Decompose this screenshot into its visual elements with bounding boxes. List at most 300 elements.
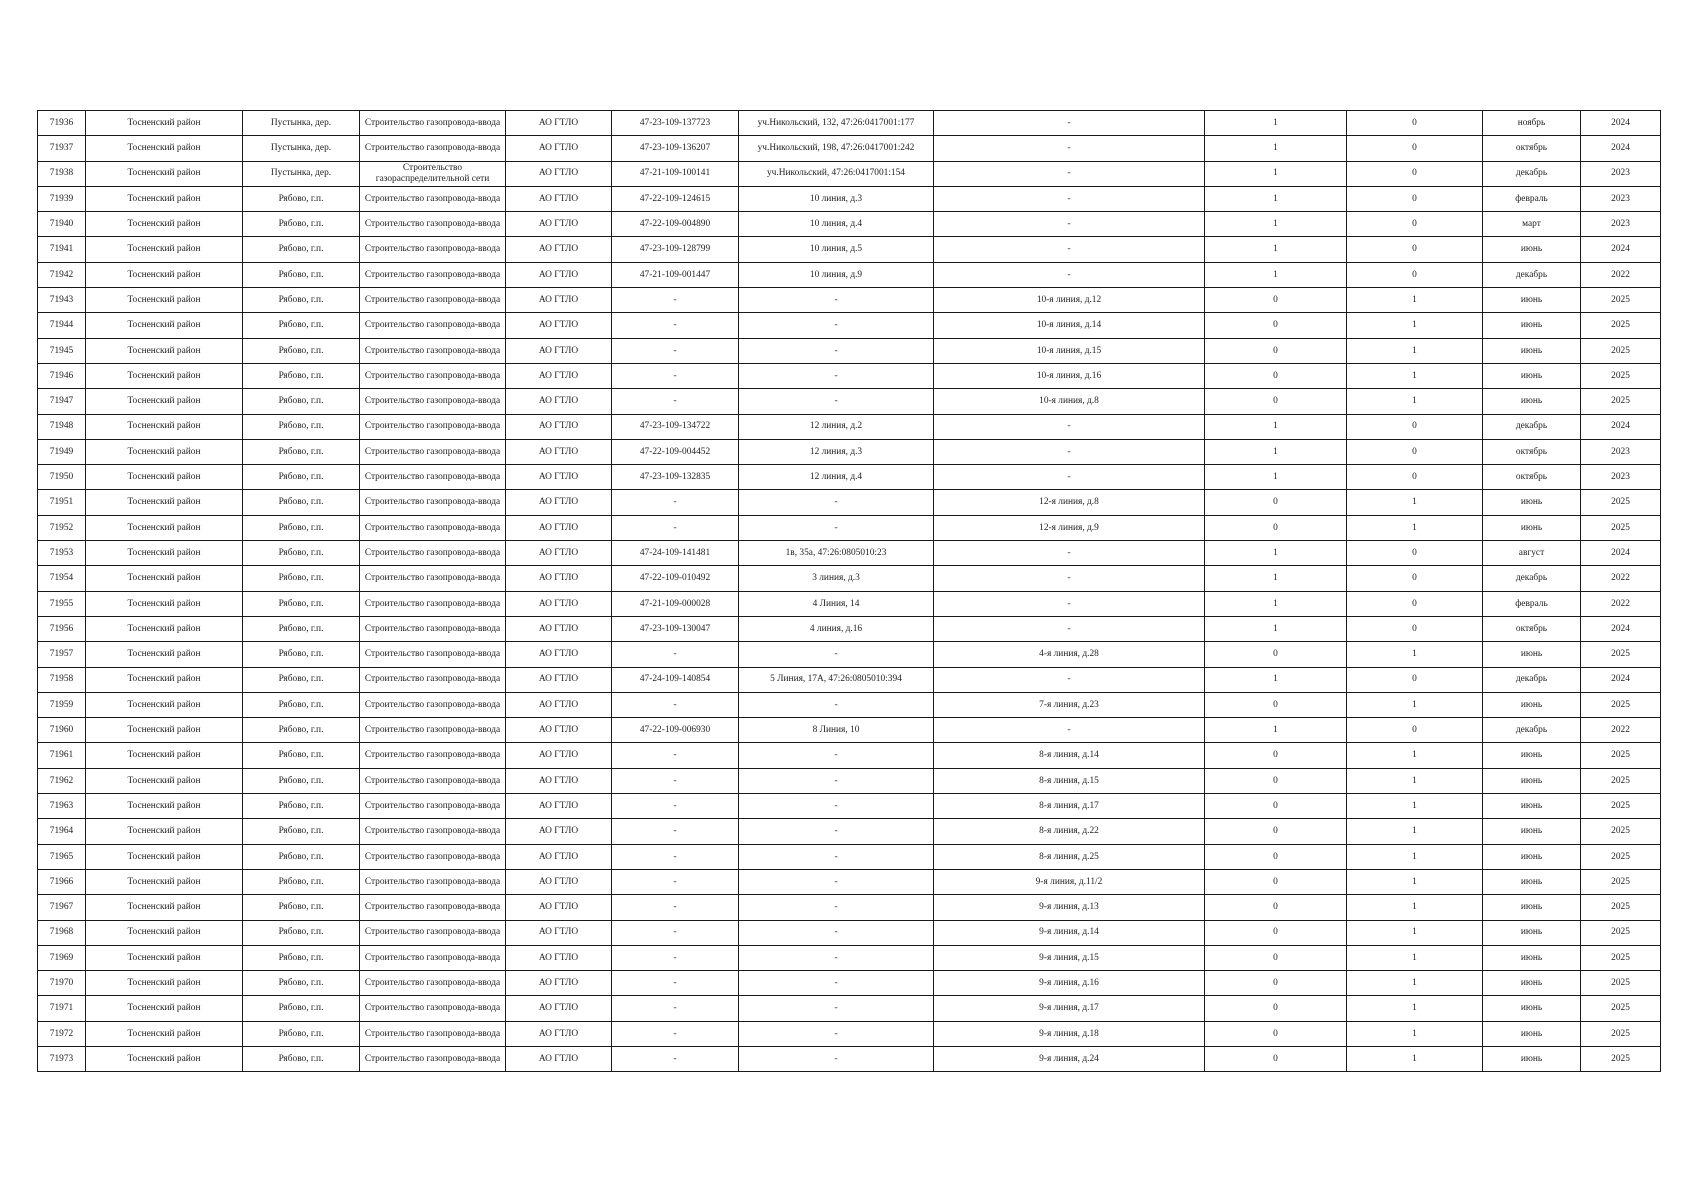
cell-month: февраль [1483,591,1581,616]
cell-row-id: 71949 [38,439,86,464]
cell-month: июнь [1483,389,1581,414]
cell-address: - [739,869,934,894]
table-row [38,541,1661,566]
cell-application-number: - [612,1046,739,1071]
cell-work-type: Строительство газопровода-ввода [360,692,506,717]
cell-settlement: Рябово, г.п. [243,869,360,894]
cell-planned-address: 9-я линия, д.16 [934,971,1205,996]
cell-planned-address: - [934,237,1205,262]
cell-district: Тосненский район [86,794,243,819]
cell-work-type: Строительство газопровода-ввода [360,743,506,768]
data-table [37,110,1661,1072]
cell-flag-a: 0 [1205,768,1347,793]
cell-work-type: Строительство газопровода-ввода [360,541,506,566]
cell-organization: АО ГТЛО [506,566,612,591]
cell-flag-a: 0 [1205,692,1347,717]
cell-work-type: Строительство газопровода-ввода [360,895,506,920]
cell-year: 2023 [1581,186,1661,211]
cell-flag-b: 0 [1347,566,1483,591]
cell-settlement: Рябово, г.п. [243,490,360,515]
cell-year: 2022 [1581,718,1661,743]
cell-month: август [1483,541,1581,566]
cell-month: октябрь [1483,136,1581,161]
cell-row-id: 71955 [38,591,86,616]
cell-work-type: Строительство газопровода-ввода [360,869,506,894]
cell-settlement: Рябово, г.п. [243,718,360,743]
cell-application-number: 47-21-109-001447 [612,262,739,287]
cell-district: Тосненский район [86,313,243,338]
cell-flag-a: 0 [1205,1046,1347,1071]
cell-settlement: Рябово, г.п. [243,237,360,262]
cell-organization: АО ГТЛО [506,768,612,793]
cell-flag-a: 1 [1205,262,1347,287]
cell-flag-b: 1 [1347,313,1483,338]
cell-flag-a: 0 [1205,743,1347,768]
cell-district: Тосненский район [86,642,243,667]
cell-year: 2025 [1581,971,1661,996]
cell-flag-b: 1 [1347,1046,1483,1071]
cell-organization: АО ГТЛО [506,616,612,641]
cell-district: Тосненский район [86,768,243,793]
cell-flag-b: 0 [1347,237,1483,262]
cell-flag-a: 0 [1205,996,1347,1021]
cell-planned-address: 9-я линия, д.11/2 [934,869,1205,894]
cell-year: 2025 [1581,819,1661,844]
cell-month: декабрь [1483,566,1581,591]
cell-flag-b: 1 [1347,389,1483,414]
cell-flag-b: 0 [1347,161,1483,186]
cell-district: Тосненский район [86,515,243,540]
cell-month: декабрь [1483,718,1581,743]
cell-address: - [739,920,934,945]
cell-flag-a: 1 [1205,136,1347,161]
cell-year: 2025 [1581,313,1661,338]
cell-application-number: - [612,869,739,894]
table-row [38,844,1661,869]
cell-flag-b: 0 [1347,718,1483,743]
table-row [38,768,1661,793]
cell-application-number: - [612,363,739,388]
cell-row-id: 71941 [38,237,86,262]
cell-flag-a: 0 [1205,869,1347,894]
cell-row-id: 71946 [38,363,86,388]
cell-application-number: 47-24-109-141481 [612,541,739,566]
cell-flag-b: 0 [1347,136,1483,161]
cell-work-type: Строительство газопровода-ввода [360,389,506,414]
cell-planned-address: 10-я линия, д.8 [934,389,1205,414]
cell-work-type: Строительство газопровода-ввода [360,768,506,793]
cell-month: июнь [1483,819,1581,844]
cell-organization: АО ГТЛО [506,895,612,920]
cell-planned-address: 9-я линия, д.24 [934,1046,1205,1071]
cell-flag-a: 1 [1205,616,1347,641]
cell-settlement: Рябово, г.п. [243,186,360,211]
cell-district: Тосненский район [86,186,243,211]
cell-flag-b: 0 [1347,262,1483,287]
cell-address: - [739,389,934,414]
cell-flag-b: 0 [1347,616,1483,641]
cell-row-id: 71947 [38,389,86,414]
cell-work-type: Строительство газопровода-ввода [360,288,506,313]
cell-application-number: - [612,1021,739,1046]
cell-application-number: 47-21-109-100141 [612,161,739,186]
cell-organization: АО ГТЛО [506,515,612,540]
cell-flag-a: 0 [1205,794,1347,819]
cell-settlement: Рябово, г.п. [243,1021,360,1046]
cell-planned-address: 7-я линия, д.23 [934,692,1205,717]
cell-planned-address: - [934,414,1205,439]
cell-year: 2024 [1581,237,1661,262]
cell-year: 2023 [1581,439,1661,464]
cell-organization: АО ГТЛО [506,1021,612,1046]
cell-organization: АО ГТЛО [506,541,612,566]
cell-flag-a: 0 [1205,819,1347,844]
cell-flag-b: 1 [1347,692,1483,717]
table-row [38,642,1661,667]
table-row [38,389,1661,414]
cell-row-id: 71953 [38,541,86,566]
cell-work-type: Строительство газопровода-ввода [360,1021,506,1046]
cell-year: 2024 [1581,616,1661,641]
cell-district: Тосненский район [86,490,243,515]
cell-flag-a: 1 [1205,414,1347,439]
cell-flag-a: 0 [1205,895,1347,920]
cell-settlement: Пустынка, дер. [243,161,360,186]
cell-month: июнь [1483,288,1581,313]
cell-organization: АО ГТЛО [506,945,612,970]
table-row [38,1046,1661,1071]
cell-planned-address: 9-я линия, д.14 [934,920,1205,945]
cell-application-number: 47-23-109-136207 [612,136,739,161]
cell-flag-a: 0 [1205,971,1347,996]
cell-flag-a: 1 [1205,237,1347,262]
cell-address: - [739,1021,934,1046]
cell-organization: АО ГТЛО [506,363,612,388]
cell-flag-b: 1 [1347,338,1483,363]
cell-row-id: 71950 [38,465,86,490]
cell-settlement: Рябово, г.п. [243,920,360,945]
cell-month: июнь [1483,895,1581,920]
cell-organization: АО ГТЛО [506,819,612,844]
cell-planned-address: - [934,616,1205,641]
cell-planned-address: 8-я линия, д.17 [934,794,1205,819]
cell-month: декабрь [1483,161,1581,186]
cell-settlement: Рябово, г.п. [243,389,360,414]
cell-flag-b: 1 [1347,768,1483,793]
cell-row-id: 71967 [38,895,86,920]
cell-address: - [739,743,934,768]
cell-settlement: Пустынка, дер. [243,136,360,161]
cell-flag-a: 1 [1205,465,1347,490]
cell-address: - [739,490,934,515]
cell-district: Тосненский район [86,237,243,262]
cell-settlement: Рябово, г.п. [243,439,360,464]
cell-district: Тосненский район [86,212,243,237]
cell-work-type: Строительство газопровода-ввода [360,237,506,262]
cell-district: Тосненский район [86,718,243,743]
cell-month: июнь [1483,490,1581,515]
cell-row-id: 71936 [38,111,86,136]
cell-district: Тосненский район [86,338,243,363]
cell-application-number: 47-22-109-006930 [612,718,739,743]
cell-year: 2025 [1581,389,1661,414]
cell-organization: АО ГТЛО [506,439,612,464]
cell-planned-address: - [934,541,1205,566]
table-row [38,237,1661,262]
cell-row-id: 71944 [38,313,86,338]
cell-address: - [739,363,934,388]
table-row [38,313,1661,338]
cell-row-id: 71969 [38,945,86,970]
table-row [38,895,1661,920]
table-row [38,616,1661,641]
cell-flag-b: 1 [1347,819,1483,844]
cell-year: 2025 [1581,642,1661,667]
cell-settlement: Рябово, г.п. [243,288,360,313]
cell-planned-address: - [934,186,1205,211]
cell-address: 5 Линия, 17А, 47:26:0805010:394 [739,667,934,692]
table-row [38,794,1661,819]
cell-flag-a: 1 [1205,212,1347,237]
table-row [38,288,1661,313]
cell-row-id: 71964 [38,819,86,844]
cell-month: июнь [1483,237,1581,262]
cell-settlement: Рябово, г.п. [243,692,360,717]
cell-flag-b: 1 [1347,1021,1483,1046]
cell-work-type: Строительство газопровода-ввода [360,566,506,591]
cell-application-number: - [612,819,739,844]
cell-work-type: Строительство газопровода-ввода [360,971,506,996]
cell-application-number: - [612,743,739,768]
cell-planned-address: 9-я линия, д.17 [934,996,1205,1021]
cell-planned-address: - [934,439,1205,464]
cell-address: 10 линия, д.3 [739,186,934,211]
cell-planned-address: 10-я линия, д.14 [934,313,1205,338]
cell-address: 12 линия, д.3 [739,439,934,464]
cell-address: - [739,971,934,996]
cell-district: Тосненский район [86,136,243,161]
cell-flag-a: 1 [1205,591,1347,616]
cell-row-id: 71959 [38,692,86,717]
cell-planned-address: 10-я линия, д.16 [934,363,1205,388]
cell-work-type: Строительство газопровода-ввода [360,1046,506,1071]
cell-address: 10 линия, д.4 [739,212,934,237]
cell-flag-b: 1 [1347,363,1483,388]
cell-application-number: 47-22-109-010492 [612,566,739,591]
cell-row-id: 71945 [38,338,86,363]
cell-district: Тосненский район [86,541,243,566]
cell-row-id: 71971 [38,996,86,1021]
cell-settlement: Рябово, г.п. [243,1046,360,1071]
cell-organization: АО ГТЛО [506,1046,612,1071]
cell-work-type: Строительство газопровода-ввода [360,262,506,287]
cell-year: 2023 [1581,161,1661,186]
cell-month: июнь [1483,794,1581,819]
cell-settlement: Рябово, г.п. [243,945,360,970]
cell-flag-a: 0 [1205,1021,1347,1046]
cell-work-type: Строительство газопровода-ввода [360,313,506,338]
cell-planned-address: 9-я линия, д.13 [934,895,1205,920]
table-row [38,262,1661,287]
cell-application-number: - [612,389,739,414]
table-row [38,667,1661,692]
cell-row-id: 71961 [38,743,86,768]
cell-district: Тосненский район [86,616,243,641]
cell-month: июнь [1483,920,1581,945]
cell-row-id: 71965 [38,844,86,869]
cell-planned-address: 4-я линия, д.28 [934,642,1205,667]
table-row [38,819,1661,844]
cell-work-type: Строительство газопровода-ввода [360,996,506,1021]
cell-work-type: Строительство газопровода-ввода [360,439,506,464]
cell-year: 2025 [1581,895,1661,920]
cell-row-id: 71948 [38,414,86,439]
cell-work-type: Строительство газопровода-ввода [360,465,506,490]
cell-year: 2024 [1581,667,1661,692]
cell-district: Тосненский район [86,288,243,313]
cell-address: - [739,642,934,667]
cell-work-type: Строительство газопровода-ввода [360,667,506,692]
cell-planned-address: - [934,718,1205,743]
cell-address: уч.Никольский, 198, 47:26:0417001:242 [739,136,934,161]
cell-address: - [739,288,934,313]
cell-year: 2024 [1581,136,1661,161]
cell-district: Тосненский район [86,920,243,945]
cell-month: декабрь [1483,414,1581,439]
cell-flag-b: 0 [1347,541,1483,566]
cell-address: уч.Никольский, 47:26:0417001:154 [739,161,934,186]
cell-settlement: Рябово, г.п. [243,895,360,920]
cell-work-type: Строительство газопровода-ввода [360,844,506,869]
cell-work-type: Строительство газопровода-ввода [360,945,506,970]
cell-flag-b: 1 [1347,794,1483,819]
cell-planned-address: - [934,465,1205,490]
cell-application-number: - [612,515,739,540]
cell-year: 2025 [1581,945,1661,970]
cell-organization: АО ГТЛО [506,288,612,313]
cell-organization: АО ГТЛО [506,186,612,211]
cell-organization: АО ГТЛО [506,465,612,490]
cell-row-id: 71951 [38,490,86,515]
cell-address: - [739,895,934,920]
cell-application-number: 47-24-109-140854 [612,667,739,692]
cell-address: - [739,794,934,819]
cell-application-number: 47-21-109-000028 [612,591,739,616]
cell-organization: АО ГТЛО [506,869,612,894]
cell-application-number: - [612,996,739,1021]
cell-application-number: - [612,971,739,996]
cell-year: 2025 [1581,743,1661,768]
table-row [38,363,1661,388]
cell-work-type: Строительство газопровода-ввода [360,111,506,136]
cell-district: Тосненский район [86,414,243,439]
cell-row-id: 71939 [38,186,86,211]
cell-planned-address: - [934,136,1205,161]
cell-application-number: - [612,920,739,945]
cell-month: октябрь [1483,465,1581,490]
cell-month: июнь [1483,971,1581,996]
cell-organization: АО ГТЛО [506,136,612,161]
cell-organization: АО ГТЛО [506,718,612,743]
cell-organization: АО ГТЛО [506,996,612,1021]
cell-work-type: Строительство газопровода-ввода [360,212,506,237]
cell-month: июнь [1483,743,1581,768]
cell-flag-a: 0 [1205,288,1347,313]
cell-work-type: Строительство газопровода-ввода [360,363,506,388]
table-row [38,212,1661,237]
cell-district: Тосненский район [86,111,243,136]
cell-year: 2025 [1581,490,1661,515]
table-row [38,1021,1661,1046]
cell-flag-a: 1 [1205,566,1347,591]
cell-district: Тосненский район [86,1046,243,1071]
cell-district: Тосненский район [86,262,243,287]
cell-district: Тосненский район [86,667,243,692]
cell-flag-a: 0 [1205,515,1347,540]
cell-flag-a: 1 [1205,111,1347,136]
cell-work-type: Строительство газопровода-ввода [360,136,506,161]
cell-settlement: Рябово, г.п. [243,996,360,1021]
cell-address: - [739,945,934,970]
cell-planned-address: - [934,591,1205,616]
cell-planned-address: - [934,566,1205,591]
table-row [38,515,1661,540]
cell-organization: АО ГТЛО [506,667,612,692]
cell-planned-address: 8-я линия, д.25 [934,844,1205,869]
table-row [38,920,1661,945]
cell-year: 2025 [1581,996,1661,1021]
cell-organization: АО ГТЛО [506,313,612,338]
cell-month: октябрь [1483,616,1581,641]
table-row [38,338,1661,363]
cell-district: Тосненский район [86,363,243,388]
cell-application-number: 47-23-109-130047 [612,616,739,641]
table-row [38,743,1661,768]
cell-address: 10 линия, д.5 [739,237,934,262]
cell-year: 2022 [1581,262,1661,287]
cell-settlement: Рябово, г.п. [243,642,360,667]
table-row [38,869,1661,894]
cell-month: октябрь [1483,439,1581,464]
cell-flag-a: 0 [1205,945,1347,970]
cell-row-id: 71962 [38,768,86,793]
cell-application-number: 47-22-109-124615 [612,186,739,211]
cell-settlement: Рябово, г.п. [243,363,360,388]
cell-year: 2024 [1581,111,1661,136]
cell-application-number: 47-23-109-137723 [612,111,739,136]
cell-row-id: 71954 [38,566,86,591]
cell-planned-address: 8-я линия, д.15 [934,768,1205,793]
cell-district: Тосненский район [86,819,243,844]
cell-district: Тосненский район [86,591,243,616]
cell-address: - [739,844,934,869]
table-row [38,439,1661,464]
cell-planned-address: 12-я линия, д.8 [934,490,1205,515]
cell-month: декабрь [1483,667,1581,692]
cell-work-type: Строительство газопровода-ввода [360,515,506,540]
cell-month: июнь [1483,869,1581,894]
cell-application-number: - [612,338,739,363]
table-row [38,414,1661,439]
table-row [38,490,1661,515]
cell-row-id: 71937 [38,136,86,161]
cell-application-number: - [612,794,739,819]
cell-month: ноябрь [1483,111,1581,136]
cell-application-number: - [612,692,739,717]
cell-settlement: Рябово, г.п. [243,515,360,540]
cell-flag-b: 1 [1347,996,1483,1021]
table-row [38,945,1661,970]
